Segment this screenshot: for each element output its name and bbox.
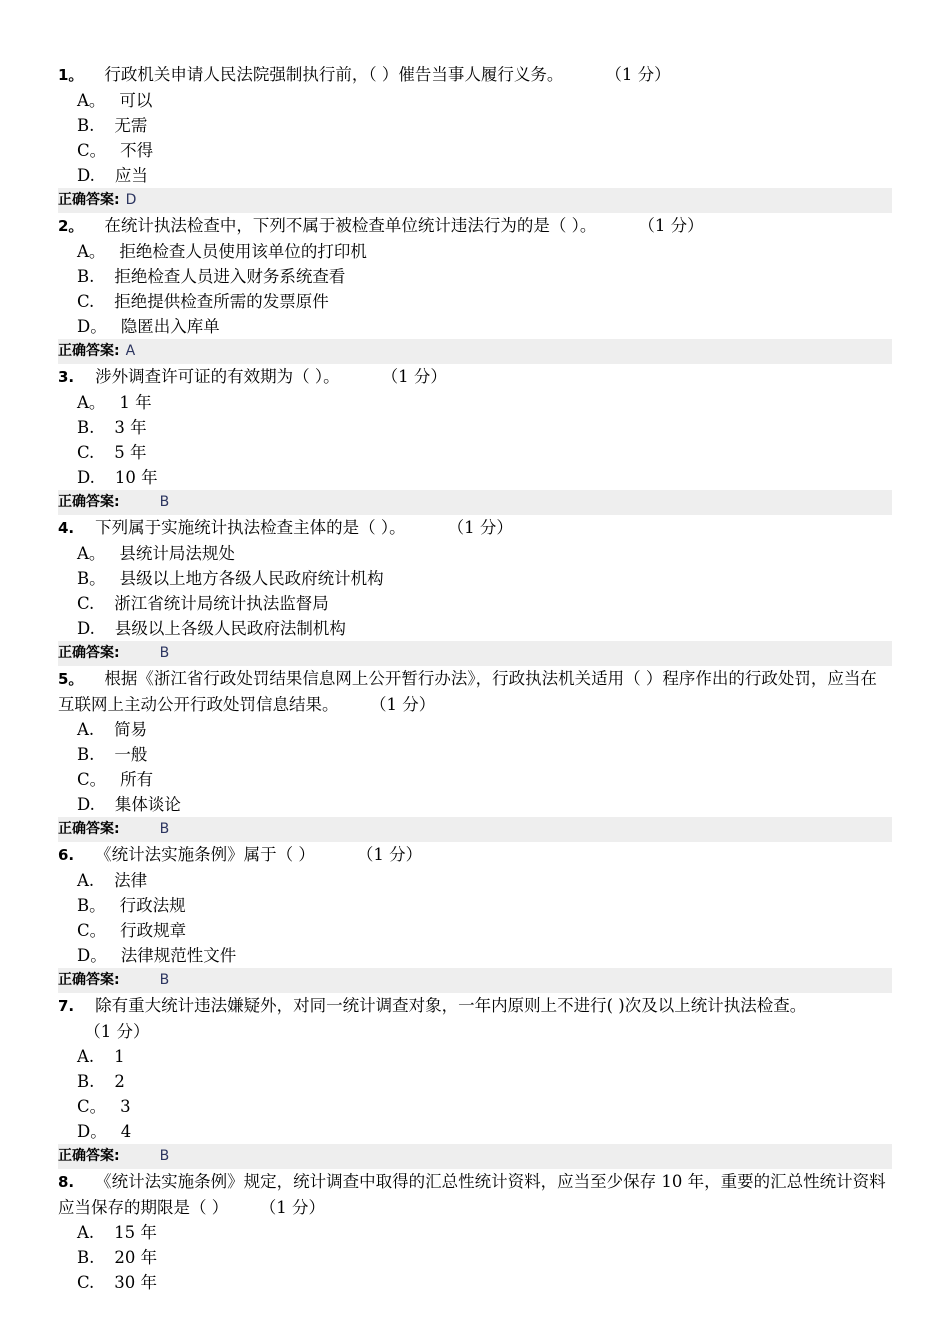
option-text: 县统计局法规处 xyxy=(119,544,235,563)
option-letter: C. xyxy=(77,1273,95,1292)
option-letter: B. xyxy=(77,745,95,764)
option-letter: B。 xyxy=(77,896,106,915)
question-stem xyxy=(58,842,892,868)
option-text: 一般 xyxy=(114,745,148,764)
option-letter: B. xyxy=(77,1248,95,1267)
option-letter: A. xyxy=(77,871,95,890)
option-text: 拒绝提供检查所需的发票原件 xyxy=(114,292,329,311)
option-letter: A。 xyxy=(77,91,106,110)
option-letter: B. xyxy=(77,267,95,286)
correct-answer-value: B xyxy=(159,494,170,510)
question-block xyxy=(0,364,950,515)
option-letter: C. xyxy=(77,443,95,462)
option-letter: D. xyxy=(77,166,95,185)
correct-answer-value: A xyxy=(125,343,136,359)
question-block xyxy=(0,62,950,213)
answer-option xyxy=(77,113,950,138)
question-stem xyxy=(58,515,892,541)
option-letter: B. xyxy=(77,116,95,135)
answer-option xyxy=(77,742,950,767)
correct-answer xyxy=(58,490,892,515)
correct-answer-label: 正确答案: xyxy=(58,972,120,988)
correct-answer xyxy=(58,1144,892,1169)
correct-answer-label: 正确答案: xyxy=(58,1148,120,1164)
answer-option xyxy=(77,138,950,163)
answer-option xyxy=(77,792,950,817)
question-block xyxy=(0,213,950,364)
answer-option xyxy=(77,465,950,490)
question-block xyxy=(0,666,950,842)
question-block xyxy=(0,842,950,993)
question-text: 涉外调查许可证的有效期为（ ）。 xyxy=(95,367,340,386)
answer-option xyxy=(77,1270,950,1295)
answer-option xyxy=(77,88,950,113)
question-text: 根据《浙江省行政处罚结果信息网上公开暂行办法》，行政执法机关适用（ ）程序作出的行政处罚，应当在互联网上主动公开行政处罚信息结果。 xyxy=(58,669,877,714)
question-number: 3. xyxy=(58,368,75,386)
correct-answer-label: 正确答案: xyxy=(58,645,120,661)
option-letter: A。 xyxy=(77,393,106,412)
answer-option xyxy=(77,314,950,339)
answer-option xyxy=(77,591,950,616)
answer-option xyxy=(77,390,950,415)
option-letter: C。 xyxy=(77,921,107,940)
option-letter: A. xyxy=(77,720,95,739)
question-number: 5。 xyxy=(58,670,84,688)
question-number: 4. xyxy=(58,519,75,537)
question-score: （1 分） xyxy=(596,216,704,235)
answer-option xyxy=(77,1069,950,1094)
question-text: 《统计法实施条例》属于（ ） xyxy=(95,845,315,864)
correct-answer-value: B xyxy=(159,1148,170,1164)
answer-option xyxy=(77,918,950,943)
option-text: 15 年 xyxy=(114,1223,157,1242)
question-block xyxy=(0,993,950,1169)
answer-option xyxy=(77,289,950,314)
question-number: 1。 xyxy=(58,66,84,84)
correct-answer-value: D xyxy=(125,192,137,208)
option-text: 1 年 xyxy=(119,393,152,412)
option-text: 所有 xyxy=(120,770,154,789)
option-letter: C。 xyxy=(77,141,107,160)
question-text: 《统计法实施条例》规定，统计调查中取得的汇总性统计资料，应当至少保存 10 年，重要的汇总性统计资料应当保存的期限是（ ） xyxy=(58,1172,886,1217)
option-text: 县级以上各级人民政府法制机构 xyxy=(114,619,346,638)
option-text: 30 年 xyxy=(114,1273,158,1292)
answer-option xyxy=(77,1044,950,1069)
answer-option xyxy=(77,163,950,188)
question-number: 2。 xyxy=(58,217,84,235)
answer-option xyxy=(77,767,950,792)
correct-answer xyxy=(58,968,892,993)
question-block xyxy=(0,1169,950,1295)
option-text: 无需 xyxy=(114,116,148,135)
answer-option xyxy=(77,1220,950,1245)
correct-answer xyxy=(58,641,892,666)
correct-answer-label: 正确答案: xyxy=(58,494,120,510)
option-letter: D. xyxy=(77,619,95,638)
option-letter: C。 xyxy=(77,770,107,789)
question-text: 行政机关申请人民法院强制执行前，（ ）催告当事人履行义务。 xyxy=(104,65,564,84)
correct-answer-label: 正确答案: xyxy=(58,343,120,359)
option-text: 3 年 xyxy=(114,418,147,437)
answer-option xyxy=(77,239,950,264)
option-letter: A。 xyxy=(77,242,106,261)
question-score: （1 分） xyxy=(339,367,447,386)
question-stem xyxy=(58,213,892,239)
option-text: 4 xyxy=(120,1122,132,1141)
option-letter: D. xyxy=(77,468,95,487)
correct-answer-label: 正确答案: xyxy=(58,192,120,208)
question-stem xyxy=(58,993,892,1044)
option-text: 10 年 xyxy=(114,468,158,487)
answer-option xyxy=(77,1119,950,1144)
option-text: 1 xyxy=(114,1047,125,1066)
option-text: 行政法规 xyxy=(119,896,186,915)
option-text: 集体谈论 xyxy=(114,795,181,814)
option-letter: A. xyxy=(77,1223,95,1242)
correct-answer-label: 正确答案: xyxy=(58,821,120,837)
question-score: （1 分） xyxy=(405,518,513,537)
question-score: （1 分） xyxy=(58,1022,150,1041)
option-text: 拒绝检查人员进入财务系统查看 xyxy=(114,267,346,286)
option-text: 2 xyxy=(114,1072,125,1091)
question-score: （1 分） xyxy=(314,845,423,864)
option-text: 简易 xyxy=(114,720,148,739)
question-number: 6. xyxy=(58,846,75,864)
question-score: （1 分） xyxy=(338,695,436,714)
option-letter: D。 xyxy=(77,946,107,965)
option-text: 3 xyxy=(120,1097,131,1116)
question-text: 下列属于实施统计执法检查主体的是（ ）。 xyxy=(95,518,406,537)
question-stem xyxy=(58,666,892,717)
question-number: 8. xyxy=(58,1173,75,1191)
answer-option xyxy=(77,415,950,440)
option-letter: A. xyxy=(77,1047,95,1066)
option-text: 法律 xyxy=(114,871,148,890)
answer-option xyxy=(77,1245,950,1270)
option-text: 5 年 xyxy=(114,443,147,462)
option-letter: C。 xyxy=(77,1097,107,1116)
answer-option xyxy=(77,893,950,918)
question-stem xyxy=(58,364,892,390)
answer-option xyxy=(77,717,950,742)
option-letter: C. xyxy=(77,292,95,311)
option-text: 20 年 xyxy=(114,1248,158,1267)
question-block xyxy=(0,515,950,666)
correct-answer-value: B xyxy=(159,645,170,661)
option-text: 拒绝检查人员使用该单位的打印机 xyxy=(119,242,367,261)
correct-answer-value: B xyxy=(159,972,170,988)
option-letter: D。 xyxy=(77,317,107,336)
question-score: （1 分） xyxy=(228,1198,325,1217)
option-letter: C. xyxy=(77,594,95,613)
answer-option xyxy=(77,1094,950,1119)
question-text: 在统计执法检查中，下列不属于被检查单位统计违法行为的是（ ）。 xyxy=(104,216,597,235)
answer-option xyxy=(77,264,950,289)
option-text: 法律规范性文件 xyxy=(120,946,237,965)
correct-answer xyxy=(58,339,892,364)
question-text: 除有重大统计违法嫌疑外，对同一统计调查对象，一年内原则上不进行( )次及以上统计执法检查。 xyxy=(95,996,807,1015)
question-score: （1 分） xyxy=(563,65,671,84)
correct-answer xyxy=(58,817,892,842)
answer-option xyxy=(77,541,950,566)
correct-answer-value: B xyxy=(159,821,170,837)
option-text: 行政规章 xyxy=(120,921,187,940)
answer-option xyxy=(77,440,950,465)
correct-answer xyxy=(58,188,892,213)
option-text: 可以 xyxy=(119,91,153,110)
option-letter: B. xyxy=(77,418,95,437)
answer-option xyxy=(77,566,950,591)
option-text: 县级以上地方各级人民政府统计机构 xyxy=(119,569,384,588)
option-letter: B. xyxy=(77,1072,95,1091)
option-text: 不得 xyxy=(120,141,154,160)
option-letter: A。 xyxy=(77,544,106,563)
answer-option xyxy=(77,868,950,893)
answer-option xyxy=(77,943,950,968)
question-stem xyxy=(58,1169,892,1220)
option-letter: D. xyxy=(77,795,95,814)
answer-option xyxy=(77,616,950,641)
option-text: 应当 xyxy=(114,166,148,185)
question-stem xyxy=(58,62,892,88)
option-text: 浙江省统计局统计执法监督局 xyxy=(114,594,329,613)
option-letter: D。 xyxy=(77,1122,107,1141)
option-letter: B。 xyxy=(77,569,106,588)
option-text: 隐匿出入库单 xyxy=(120,317,220,336)
question-number: 7. xyxy=(58,997,75,1015)
